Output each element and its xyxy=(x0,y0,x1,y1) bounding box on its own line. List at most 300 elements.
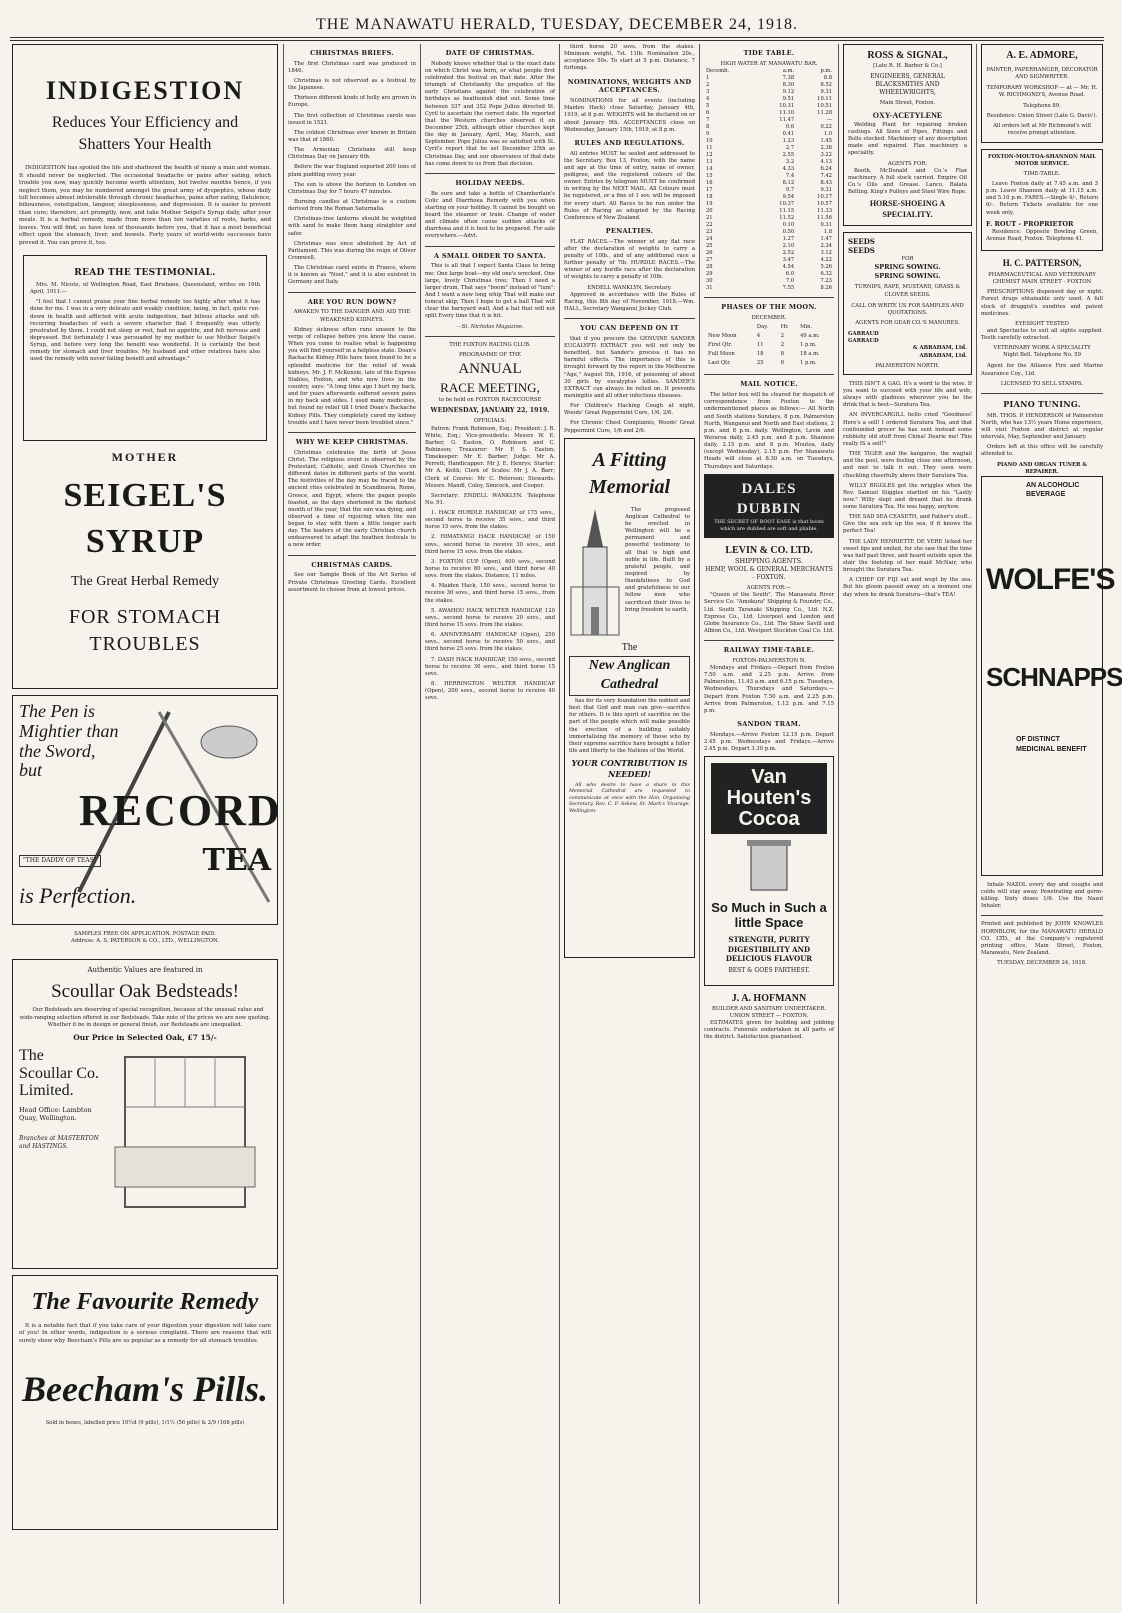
column-divider xyxy=(420,44,421,1604)
tide-row xyxy=(704,250,834,257)
levin-hemp: HEMP, WOOL & GENERAL MERCHANTS - FOXTON. xyxy=(705,565,833,582)
tide-row xyxy=(704,271,834,278)
brief-item: Christmas-tree lanterns should be weighted with sand to make them hang straighter and safer. xyxy=(288,216,416,237)
prescriptions: PRESCRIPTIONS dispensed day or night. Purest drugs obtainable only used. A full stock of druggist's sundries and patent medicines. xyxy=(981,289,1103,317)
column-5 xyxy=(704,44,834,1604)
tide-row-cell: 0.10 xyxy=(782,222,795,229)
oak-price: Our Price in Selected Oak, £7 15/- xyxy=(73,1032,217,1042)
moon-row-cell: First Qtr. xyxy=(708,342,733,349)
moon-col: Day. xyxy=(756,324,769,331)
tide-row-cell: 1.8 xyxy=(823,229,832,236)
tide-row-cell: 7.4 xyxy=(785,173,795,180)
tea-word: TEA xyxy=(202,842,271,878)
record-brand: RECORD xyxy=(79,786,282,836)
race-date: WEDNESDAY, JANUARY 22, 1919. xyxy=(430,406,550,414)
section-divider xyxy=(288,555,416,556)
testimonial-box xyxy=(23,255,267,441)
piano-heading: PIANO TUNING. xyxy=(1003,398,1081,409)
nazol-ad: Inhale NAZOL every day and coughs and colds will stay away. Penetrating and germ-killing. Sixty doses 1/6. Use the Nazol Inhaler. xyxy=(981,881,1103,910)
tide-row-cell: 28 xyxy=(706,264,713,271)
tide-row-cell: 0.22 xyxy=(820,124,832,131)
tide-row-cell: 16 xyxy=(706,180,713,187)
tide-row xyxy=(704,166,834,173)
henderson-body: MR. THOS. P. HENDERSON of Palmerston North, who has 13½ years Home experience, will visit Foxton and district at regular intervals, May, September and January. xyxy=(981,412,1103,441)
tide-row-cell: 9.51 xyxy=(782,95,795,102)
moon-row-cell: 2 xyxy=(780,333,785,340)
cathedral-ad xyxy=(564,438,695,958)
race-events xyxy=(425,510,555,702)
tide-row xyxy=(704,75,834,82)
tide-row-cell: 9.31 xyxy=(820,88,832,95)
tide-row-cell: 9.54 xyxy=(782,194,795,201)
tide-row xyxy=(704,110,834,117)
tide-row-cell: 8.30 xyxy=(782,81,795,88)
tide-row-cell: 5 xyxy=(706,102,710,109)
run-down-heading: ARE YOU RUN DOWN? xyxy=(307,297,397,306)
penalties-heading: PENALTIES. xyxy=(605,226,654,235)
contribution-line: YOUR CONTRIBUTION IS NEEDED! xyxy=(571,758,688,779)
tide-row-cell: 1.0 xyxy=(823,131,832,138)
beechams-ad xyxy=(12,1275,278,1530)
rout-proprietor: F. ROUT - PROPRIETOR xyxy=(986,219,1074,228)
tide-row-cell: 9.31 xyxy=(820,187,832,194)
van-houtens-ad xyxy=(704,756,834,986)
best-line: BEST & GOES FARTHEST. xyxy=(728,966,810,974)
hofmann-address: UNION STREET — FOXTON. xyxy=(729,1012,809,1019)
tide-row-cell: 22 xyxy=(706,222,713,229)
tide-row xyxy=(704,229,834,236)
tide-row-cell: 20 xyxy=(706,208,713,215)
herbal-remedy-line: The Great Herbal Remedy xyxy=(70,573,220,589)
tide-row-cell: 6.24 xyxy=(820,166,832,173)
tide-row xyxy=(704,208,834,215)
masthead-rule-2 xyxy=(10,40,1104,41)
rout-residence: Residence: Opposite Bowling Green, Avenue Road, Foxton. Telephone 41. xyxy=(986,228,1098,242)
moon-col xyxy=(706,324,753,331)
oxy-title: OXY-ACETYLENE xyxy=(872,111,943,121)
tide-row xyxy=(704,201,834,208)
moon-row-cell: 25 xyxy=(756,360,764,367)
admore-ad xyxy=(981,44,1103,143)
alliance-agent: Agent for the Alliance Fire and Marine Assurance Coy., Ltd. xyxy=(981,363,1103,377)
brief-item: Before the war England exported 200 tons of plum pudding every year. xyxy=(288,164,416,178)
mother-label: MOTHER xyxy=(111,449,179,464)
tide-subheading: HIGH WATER AT MANAWATU BAR. xyxy=(720,60,818,67)
tide-row-cell: 1.47 xyxy=(820,236,832,243)
tide-row-cell: — xyxy=(826,117,832,124)
dales-sub: THE SECRET OF BOOT EASE is that boots which are dubbed are soft and pliable. xyxy=(714,519,824,532)
perfection-line: is Perfection. xyxy=(19,883,137,909)
strength-line: STRENGTH, PURITY DIGESTIBILITY AND DELICIOUS FLAVOUR xyxy=(725,935,813,964)
indigestion-ad xyxy=(12,44,278,689)
testimonial-heading: READ THE TESTIMONIAL. xyxy=(74,267,216,278)
tide-row xyxy=(704,131,834,138)
call-or-write: CALL OR WRITE US FOR SAMPLES AND QUOTATIONS. xyxy=(851,302,964,316)
railway-heading: RAILWAY TIME-TABLE. xyxy=(723,646,815,655)
tide-row xyxy=(704,278,834,285)
tide-row-cell: 11.52 xyxy=(779,215,795,222)
tide-row-cell: 17 xyxy=(706,187,713,194)
christmas-cards-heading: CHRISTMAS CARDS. xyxy=(311,560,393,569)
tide-row-cell: 27 xyxy=(706,257,713,264)
officials-heading: OFFICIALS: xyxy=(473,418,507,425)
tide-row xyxy=(704,138,834,145)
brief-item: The first Christmas card was produced in 1846. xyxy=(288,60,416,74)
tide-row-cell: 10.57 xyxy=(817,201,832,208)
moon-row-cell: 11 xyxy=(756,342,764,349)
tide-row-cell: 8.12 xyxy=(782,180,795,187)
run-down-body: Kidney sickness often runs unseen to the verge of collapse before you know the cause. When you come to realise what is happening you will find yourself in a helpless state. Doan's Backache Kidney Pills have been found to be a splendid medicine for the relief of weak kidneys. Mr. J. F. McKenzie, late of the Express Stables, Foxton, and who now lives in the country, says: "A long time ago I hurt my back, and for years afterwards suffered severe pains in my back and sides. I used many medicines, but found no relief till I tried Doan's Backache Kidney Pills. They completely cured my kidney trouble and I have never been troubled since." xyxy=(288,326,416,426)
santa-poem: This is all that I expect Santa Claus to bring me: One large boat—my old one's wrecked. One large, lovely Christmas tree; Then I need a larger drum, That says "boom" instead of "tum": And I want a new long whip That will make our tomcat skip; Then I hope to get a ball That will clear the barnyard wall; And a hat that will not split Every time that it is hit. xyxy=(425,263,555,320)
run-down-subheading: AWAKEN TO THE DANGER AND AID THE WEAKENED KIDNEYS. xyxy=(293,309,411,323)
date-body: Nobody knows whether that is the exact date on which Christ was born, or what people first celebrated the festival on that date. After the triumph of Christianity the prejudice of the early Christians against the celebration of birthdays as heathenish died out. Some time between 337 and 352 Pope Julius directed St. Cyril to ascertain the correct date. He reported that the Western churches observed it on December 25th, although other churches kept the day in January, April, May, March, and September. Pope Julius was so satisfied with St. Cyril's report that he set December 25th as Christmas Day, and our observance of that date has come down to us from that decision. xyxy=(425,60,555,167)
spring-line-1: SPRING SOWING. xyxy=(874,262,941,271)
section-divider xyxy=(704,640,834,641)
depend-heading: YOU CAN DEPEND ON IT xyxy=(580,324,679,333)
tram-body: Mondays.—Arrive Foxton 12.15 p.m. Depart 2.45 p.m. Wednesdays and Fridays.—Arrive 2.45 p.m. Depart 3.30 p.m. xyxy=(704,731,834,753)
tide-row-cell: 0.50 xyxy=(782,229,795,236)
testimonial-intro: Mrs. M. Nicoto, of Wellington Road, East Brisbane, Queensland, writes on 16th April, 1911:— xyxy=(30,282,260,296)
moon-row-cell: Full Moon xyxy=(708,351,735,358)
penalties-body: FLAT RACES.—The winner of any flat race after the declaration of weights to carry a penalty of 10lb., and of any additional race a further penalty of 7lb. HURDLE RACES.—The winner of any hurdle race after the declaration of weights to carry a penalty of 10lb. xyxy=(564,238,695,281)
moon-row-cell: 1 p.m. xyxy=(800,360,817,367)
tide-row-cell: 10.37 xyxy=(779,201,795,208)
admore-residence: Residence: Union Street (Late G. Davis'). xyxy=(986,113,1098,120)
suratura-gag: THIS ISN'T A GAG. It's a word to the wise. If you want to succeed with your life and wife, always with gladness wherever you be the drink that is best—Suratura Tea. xyxy=(843,380,972,409)
race-continued: third horse 20 sovs. from the stakes. Minimum weight, 7st. 11lb. Nomination 20s., acceptance 50s. To start at 5 p.m. Distance, 7 furlongs. xyxy=(564,44,695,72)
cathedral-body-2: has for its very foundation the noblest and best that God and man can give—sacrifice for others. It is this spirit of sacrifice on the part of the people which will make possible the erection of a building suitably immortalising the memory of those who by their supreme sacrifice have brought a fuller life and liberty to the Nations of the World. xyxy=(569,698,690,754)
railway-body: Mondays and Fridays.—Depart from Foxton 7.50 a.m. and 2.25 p.m. Arrive from Palmerston, 11.43 a.m. and 6.15 p.m. Tuesdays, Wednesdays, Thursdays and Saturdays.—Depart from Foxton 7.50 a.m. and 2.25 p.m. Arrive from Palmerston, 1.12 p.m. and 7.15 p.m. xyxy=(704,665,834,714)
tide-row-cell: 2.55 xyxy=(782,152,795,159)
moon-row xyxy=(706,360,832,367)
tide-row xyxy=(704,285,834,292)
moon-row-cell: 4 xyxy=(756,333,761,340)
beechams-pills-title: Beecham's Pills. xyxy=(22,1368,268,1409)
column-2 xyxy=(288,44,416,1604)
hofmann-trade: BUILDER AND SANITARY UNDERTAKER. xyxy=(711,1005,827,1012)
race-event: 7. DASH HACK HANDICAP, 150 sovs., second horse to receive 30 sovs., and third horse 15 sovs. xyxy=(425,656,555,677)
tide-row-cell: 31 xyxy=(706,285,713,292)
race-event: 3. FOXTON CUP (Open), 400 sovs., second horse to receive 80 sovs., and third horse 40 sovs. from the stakes. Distance, 11 miles. xyxy=(425,558,555,580)
levin-agents-for: AGENTS FOR:— xyxy=(746,585,792,592)
hofmann-name: J. A. HOFMANN xyxy=(731,993,807,1005)
moon-month: DECEMBER. xyxy=(751,315,787,322)
tide-row-cell: 11 xyxy=(706,145,713,152)
admore-orders: All orders left at Mr Richmond's will receive prompt attention. xyxy=(993,123,1091,137)
samples-line: SAMPLES FREE ON APPLICATION. POSTAGE PAID. xyxy=(74,931,216,937)
section-divider xyxy=(288,432,416,433)
spectacles: and Spectacles to suit all sights supplied. Teeth carefully extracted. xyxy=(981,327,1103,342)
tide-row xyxy=(704,117,834,124)
suratura-invercargill: AN INVERCARGILL hello cried "Goodness! Here's a sell! I ordered Suratura Tea, and that confounded grocer he has sent instead some rubbishy old stuff from China! Dearie me! This really IS a sell!" xyxy=(843,412,972,447)
moon-table xyxy=(704,322,834,369)
club-name: THE FOXTON RACING CLUB. xyxy=(449,341,531,348)
van-line-3: Cocoa xyxy=(738,808,800,831)
suratura-lady: THE LADY HENRIETTE DE VERE licked her sweet lips and smiled, for she saw that the time was half past three, and heard outside upon the stair the footstep of her maid McNair, who brought the Suratura Tea. xyxy=(843,538,972,574)
tide-row-cell: 6.0 xyxy=(785,271,795,278)
suratura-fiji: A CHIEF OF FIJI sat and wept by the sea. But his gloom passed away on a moment one day when he drank Suratura—that's TEA! xyxy=(843,577,972,598)
timetable-label: TIME-TABLE. xyxy=(1023,170,1061,177)
tide-row-cell: 7 xyxy=(706,117,710,124)
tide-row-cell: 11.33 xyxy=(817,208,832,215)
memorial-line-1: A Fitting xyxy=(592,448,667,471)
tide-row-cell: 4.22 xyxy=(820,257,832,264)
secretary-line: Secretary: ENDELL WANKLYN. Telephone No. 91. xyxy=(425,492,555,506)
van-line-2: Houten's xyxy=(726,787,812,810)
garraud-2: GARRAUD xyxy=(848,338,879,345)
palmerston-line: PALMERSTON NORTH. xyxy=(875,362,940,369)
tide-row-cell: 8 xyxy=(706,124,710,131)
tide-row xyxy=(704,243,834,250)
eyesight: EYESIGHT TESTED xyxy=(1015,320,1069,327)
ross-name: ROSS & SIGNAL, xyxy=(867,50,948,61)
cough-line: For Children's Hacking Cough at night, Woods' Great Peppermint Cure, 1/6, 2/6. xyxy=(564,403,695,417)
stomach-troubles-line: FOR STOMACH TROUBLES xyxy=(68,605,222,655)
tide-row-cell: 4.33 xyxy=(782,166,795,173)
railway-subheading: FOXTON-PALMERSTON N. xyxy=(732,657,806,664)
moon-row-cell: 2 xyxy=(780,342,785,349)
new-cathedral-title: New Anglican Cathedral xyxy=(569,656,690,696)
oak-body: Our Bedsteads are deserving of special recognition, because of the unusual value and wide-ranging selection offered in our Bedsteads. Take note of the prices we are now quoting. Whether it be in design or general finish, our Bedsteads are unequalled. xyxy=(19,1007,271,1028)
approved-line: Approved in accordance with the Rules of Racing, this 8th day of November, 1918.—Wm. HALL, Secretary Wanganui Jockey Club. xyxy=(564,291,695,312)
tide-row xyxy=(704,152,834,159)
santa-heading: A SMALL ORDER TO SANTA. xyxy=(433,251,547,260)
beechams-prices: Sold in boxes, labelled price 10½d (9 pills), 1/1½ (56 pills) & 2/9 (168 pills) xyxy=(45,1419,245,1426)
ross-late: [Late R. H. Barber & Co.] xyxy=(873,62,942,69)
tide-row-cell: 3.2 xyxy=(785,159,795,166)
tide-row-cell: 25 xyxy=(706,243,713,250)
race-event: 2. HIMATANGI HACK HANDICAP, of 150 sovs., second horse to receive 30 sovs., and third horse 15 sovs. from the stakes. xyxy=(425,534,555,555)
ad-subheadline: Reduces Your Efficiency and Shatters Your Health xyxy=(51,114,239,153)
tide-row xyxy=(704,103,834,110)
contribution-small: All who desire to have a share in this Memorial Cathedral are requested to communicate at once with the Hon. Organising Secretary, Rev. C. F. Askew, St. Mark's Vicarage, Wellington. xyxy=(569,782,690,814)
tide-row-cell: 14 xyxy=(706,166,713,173)
favourite-remedy-body: It is a notable fact that if you take care of your digestion your digestion will take care of you! In other words, indigestion is a serious complaint. There are reasons that will surely show why Beecham's Pills are so popular as a remedy for all stomach troubles. xyxy=(19,1322,271,1344)
schnapps-title: SCHNAPPS xyxy=(986,662,1122,693)
section-divider xyxy=(425,336,555,337)
patterson-name: H. C. PATTERSON, xyxy=(1002,257,1082,268)
tide-row-cell: 29 xyxy=(706,271,713,278)
cathedral-illustration xyxy=(569,507,621,637)
tide-row-cell: 7.38 xyxy=(782,74,795,81)
oak-title: Scoullar Oak Bedsteads! xyxy=(51,980,239,1002)
pen-line-4: but xyxy=(19,760,43,781)
tide-row-cell: 4 xyxy=(706,95,710,102)
rules-heading: RULES AND REGULATIONS. xyxy=(574,138,685,147)
abraham-2: ABRAHAM, Ltd. xyxy=(919,352,967,359)
section-divider xyxy=(425,246,555,247)
tide-row-cell: 6.32 xyxy=(820,271,832,278)
tide-row-cell: 0.41 xyxy=(782,131,795,138)
patterson-trade: PHARMACEUTICAL AND VETERINARY CHEMIST MAIN STREET - FOXTON xyxy=(988,271,1096,286)
race-event: 6. ANNIVERSARY HANDICAP (Open), 250 sovs., second horse to receive 50 sovs., and third horse 25 sovs. from the stakes. xyxy=(425,632,555,653)
pen-line-1: The Pen is xyxy=(19,701,95,721)
depend-body: that if you procure the GENUINE SANDER EUCALYPTI EXTRACT you will not only be benefited, but Sander's process it has no harmful effects. The importance of this is brought forward by the report in the Melbourne "Age," August 5th, 1916, of poisoning of about 30 girls by eucalyptus lollies. SANDER'S EXTRACT can always be relied on. It prevents meningitis and all other infectious diseases. xyxy=(564,335,695,400)
held-at: to be held on FOXTON RACECOURSE xyxy=(438,396,542,403)
ross-agents-body: Booth, McDonald and Co.'s Flax machinery. A full stock carried. Empire Oil Co.'s Oils and Grease. Lanco, Balata Belting. King's Pulleys and Steel Wire Rope. xyxy=(848,167,967,196)
tuner-line: PIANO AND ORGAN TUNER & REPAIRER. xyxy=(996,461,1088,475)
column-6 xyxy=(843,44,972,1604)
tide-row xyxy=(704,89,834,96)
wolfes-title: WOLFE'S xyxy=(986,562,1115,596)
moon-row xyxy=(706,351,832,358)
pen-line-3: the Sword, xyxy=(19,740,96,761)
levin-agents-list: "Queen of the South". The Manawatu River Service Co. "Amokura" Shipping & Foundry Co., Ltd. South Taranaki Shipping Co., Ltd. N.Z. Express Co., Ltd. Liverpool and London and Globe Insurance Co., Ltd. The Shaw Savill and Albion Co., Ltd. Westport Stockton Coal Co. Ltd. xyxy=(704,592,834,634)
keep-christmas-body: Christmas celebrates the birth of Jesus Christ. The religious event is observed by the Protestant, Catholic, and Greek Churches on different dates in different parts of the world. The festivities of the day may be traced to the ancient rites celebrated in Scandinavia, Rome, Greece, and Egypt, where the pagan people feasted, as the days shortened in the darkest month of the year, that the sun was dying, and observed a time of rejoicing when the sun began to stay with them a little longer each day. The leaders of the early Christian church endeavoured to adapt the heathen festivals to a new order. xyxy=(288,449,416,549)
alcoholic-line: AN ALCOHOLIC BEVERAGE xyxy=(1026,481,1080,499)
tram-heading: SANDON TRAM. xyxy=(737,720,801,729)
moon-row-cell: 8 xyxy=(780,351,785,358)
tide-col-pm: p.m. xyxy=(820,67,832,74)
tide-row-cell: 11.10 xyxy=(779,110,795,116)
moon-row xyxy=(706,333,832,340)
hofmann-estimates: ESTIMATES given for building and jobbing contracts. Funerals undertaken in all parts of the district. Satisfaction guaranteed. xyxy=(704,1020,834,1041)
mail-motor-heading: FOXTON-MOUTOA-SHANNON MAIL MOTOR SERVICE. xyxy=(987,153,1097,167)
moon-heading: PHASES OF THE MOON. xyxy=(721,303,817,312)
tide-row xyxy=(704,145,834,152)
the-label: The xyxy=(621,641,638,653)
moon-row xyxy=(706,342,832,349)
mail-motor-ad xyxy=(981,149,1103,251)
column-divider xyxy=(976,44,977,1604)
tide-row-cell: 10.51 xyxy=(817,102,832,109)
imprint-date: TUESDAY, DECEMBER 24, 1918. xyxy=(997,960,1087,967)
tide-row-cell: 11.47 xyxy=(779,117,795,124)
tide-row-cell: 3 xyxy=(706,88,710,95)
ross-trade: ENGINEERS, GENERAL BLACKSMITHS AND WHEELWRIGHTS, xyxy=(870,72,945,96)
brief-item: The Armenian Christians still keep Christmas Day on January 6th. xyxy=(288,147,416,161)
tide-row-cell: 7.0 xyxy=(785,278,795,285)
spring-line-2: SPRING SOWING. xyxy=(874,271,941,280)
seed-list: TURNIPS, RAPE, MUSTARD, GRASS & CLOVER SEEDS. xyxy=(854,284,961,298)
tide-row xyxy=(704,236,834,243)
timetable-body: Leave Foxton daily at 7.45 a.m. and 3 p.m. Leave Shannon daily at 11.15 a.m. and 5.10 p.m. FARES.—Single 4/-, Return 6/-. Return Tickets available for one week only. xyxy=(986,181,1098,216)
wolfes-schnapps-ad xyxy=(981,476,1122,876)
suratura-sea: THE SAD SEA CEASETH, and Father's stuff... Give the sea sick up the sea, if it knows the perfect Tea! xyxy=(843,514,972,535)
programme-label: PROGRAMME OF THE xyxy=(458,351,522,358)
favourite-remedy-title: The Favourite Remedy xyxy=(31,1289,259,1316)
brief-item: Christmas was once abolished by Act of Parliament. This was during the reign of Oliver Cromwell. xyxy=(288,240,416,261)
moon-col: Hr. xyxy=(780,324,789,331)
imprint: Printed and published by JOHN KNOWLES HORNBLOW, for the MANAWATU HERALD CO. LTD., at the Company's registered printing office, Main Street, Foxton, Manawatu, New Zealand. xyxy=(981,921,1103,956)
ross-signal-ad xyxy=(843,44,972,226)
tide-row-cell: 2.10 xyxy=(782,243,795,250)
tide-row xyxy=(704,124,834,131)
horse-shoeing: HORSE-SHOEING A SPECIALITY. xyxy=(869,199,946,220)
brief-item: The sun is above the horizon in London on Christmas Day for 7 hours 47 minutes. xyxy=(288,181,416,195)
annual-label: ANNUAL xyxy=(458,360,522,377)
moon-row-cell: 49 a.m. xyxy=(800,333,820,340)
night-bell: Night Bell. Telephone No. 59 xyxy=(1003,352,1081,359)
tide-row-cell: 1.27 xyxy=(782,236,795,243)
van-line-1: Van xyxy=(751,766,787,789)
tide-row-cell: 1.23 xyxy=(782,138,795,145)
tide-row xyxy=(704,194,834,201)
tide-row-cell: 3.47 xyxy=(782,257,795,264)
section-divider xyxy=(425,173,555,174)
scoullar-address: Head Office: Lambton Quay, Wellington. xyxy=(19,1105,92,1123)
moon-row-cell: 1 p.m. xyxy=(800,342,817,349)
tide-row xyxy=(704,187,834,194)
moon-row-cell: 18 a.m. xyxy=(800,351,820,358)
race-event: 1. HACK HURDLE HANDICAP, of 175 sovs., second horse to receive 35 sovs., and third horse 15 sovs. from the stakes. xyxy=(425,510,555,531)
admore-tel: Telephone 89. xyxy=(1023,103,1061,110)
stamps-line: LICENSED TO SELL STAMPS. xyxy=(1000,380,1084,387)
orders-office: Orders left at this office will be carefully attended to. xyxy=(981,444,1103,458)
tide-col-am: a.m. xyxy=(782,67,795,74)
moon-row-cell: 6 xyxy=(780,360,785,367)
dales-dubbin-ad xyxy=(704,474,834,538)
oak-intro: Authentic Values are featured in xyxy=(87,966,203,975)
moon-row-cell: Last Qtr. xyxy=(708,360,731,367)
tide-row-cell: 10.11 xyxy=(817,95,832,102)
tide-row-cell: 2 xyxy=(706,81,710,88)
tide-header-row xyxy=(704,68,834,75)
distinct-line: OF DISTINCT MEDICINAL BENEFIT xyxy=(1016,736,1087,753)
tide-row-cell: 8.26 xyxy=(820,285,832,292)
tide-row-cell: 6 xyxy=(706,110,710,116)
penalties-signature: ENDELL WANKLYN, Secretary. xyxy=(587,284,672,291)
tide-row-cell: 8.8 xyxy=(823,74,832,81)
tide-row-cell: 0.31 xyxy=(820,222,832,229)
seeds-line-2: SEEDS xyxy=(848,246,875,256)
seeds-for: FOR xyxy=(901,255,914,262)
tide-col-day: Decemb. xyxy=(706,67,730,74)
tide-heading: TIDE TABLE. xyxy=(743,49,795,57)
tide-row-cell: 1.45 xyxy=(820,138,832,145)
agents-gear: AGENTS FOR GEAR CO.'S MANURES. xyxy=(855,319,960,326)
tide-row-cell: 13 xyxy=(706,159,713,166)
tide-table xyxy=(704,68,834,293)
tide-row xyxy=(704,180,834,187)
memorial-line-2: Memorial xyxy=(588,475,671,498)
column-4 xyxy=(564,44,695,1604)
tide-row-cell: 23 xyxy=(706,229,713,236)
nominations-heading: NOMINATIONS, WEIGHTS AND ACCEPTANCES. xyxy=(567,77,692,95)
cough-line-2: For Chronic Chest Complaints, Woods' Great Peppermint Cure, 1/6 and 2/6. xyxy=(564,420,695,434)
christmas-cards-body: See our Sample Book of the Art Series of Private Christmas Greeting Cards. Excellent assortment to choose from at lowest prices. xyxy=(288,572,416,593)
garraud-1: GARRAUD xyxy=(848,331,879,338)
tide-row xyxy=(704,215,834,222)
tide-row xyxy=(704,82,834,89)
briefs-list xyxy=(288,61,416,287)
tide-row xyxy=(704,159,834,166)
scoullar-name: The Scoullar Co. Limited. xyxy=(19,1046,99,1100)
seeds-line-1: SEEDS xyxy=(848,236,875,246)
tide-row-cell: 4.13 xyxy=(820,159,832,166)
date-heading: DATE OF CHRISTMAS. xyxy=(445,49,535,57)
brief-item: Thirteen different kinds of holly are grown in Europe. xyxy=(288,95,416,109)
brief-item: The Christmas carol exists in France, where it is known as "Noel," and it is also existent in Germany and Italy. xyxy=(288,265,416,286)
tide-row-cell: 7.55 xyxy=(782,285,795,292)
tide-row-cell: 11.56 xyxy=(817,215,832,222)
admore-workshop: TEMPORARY WORKSHOP — at — Mr. H. W. RICHMOND'S, Avenue Road. xyxy=(986,84,1098,98)
so-much-line: So Much in Such a little Space xyxy=(711,900,827,931)
mail-body: The letter box will be cleared for despatch of correspondence from Foxton to the undermentioned places as follows:— All North and South stations Sundays, 8 p.m. Palmerston North, Wanganui and North and East stations, 2 p.m. and 8 p.m. daily. Wellington, Levin and Weraroa daily, 2.45 p.m. and 8 p.m. Shannon daily, 2.15 p.m. and 8 p.m. Moutoa, daily (except Wednesday), 2.15 p.m. For Manawatu Heads will close at 8.30 a.m. on Tuesdays, Thursdays and Saturdays. xyxy=(704,392,834,470)
santa-credit: —St. Nicholas Magazine. xyxy=(456,323,524,330)
race-event: 5. AWAHOU HACK WELTER HANDICAP, 120 sovs., second horse to receive 20 sovs., and third horse 15 sovs. from the stakes. xyxy=(425,607,555,629)
moon-header-row xyxy=(706,324,832,331)
race-event: 8. HERRINGTON WELTER HANDICAP (Open), 200 sovs., second horse to receive 40 sovs. xyxy=(425,681,555,702)
cathedral-body: The proposed Anglican Cathedral to be erected in Wellington will be a permanent and powerful testimony to all that is high and noble in life. Built by a grateful people, and inspired by thankfulness to God and gratefulness to our fellow men who sacrificed their lives to bring freedom to earth, xyxy=(625,506,690,613)
column-divider xyxy=(559,44,560,1604)
column-3 xyxy=(425,44,555,1604)
tide-row xyxy=(704,173,834,180)
tide-row-cell: 3.22 xyxy=(820,152,832,159)
suratura-tiger: THE TIGER and the kangaroo, the wagtail and the pool, were feeling close one afternoon, and met to talk it out. They soon were chuckling cheerfully above their Suratura Tea. xyxy=(843,451,972,479)
nominations-body: NOMINATIONS for all events (including Maiden Hack) close Saturday, January 4th, 1919, at 8 p.m. WEIGHTS will be declared on or about January 9th. ACCEPTANCES close on Wednesday, January 15th, 1919, at 8 p.m. xyxy=(564,98,695,133)
section-divider xyxy=(981,915,1103,916)
